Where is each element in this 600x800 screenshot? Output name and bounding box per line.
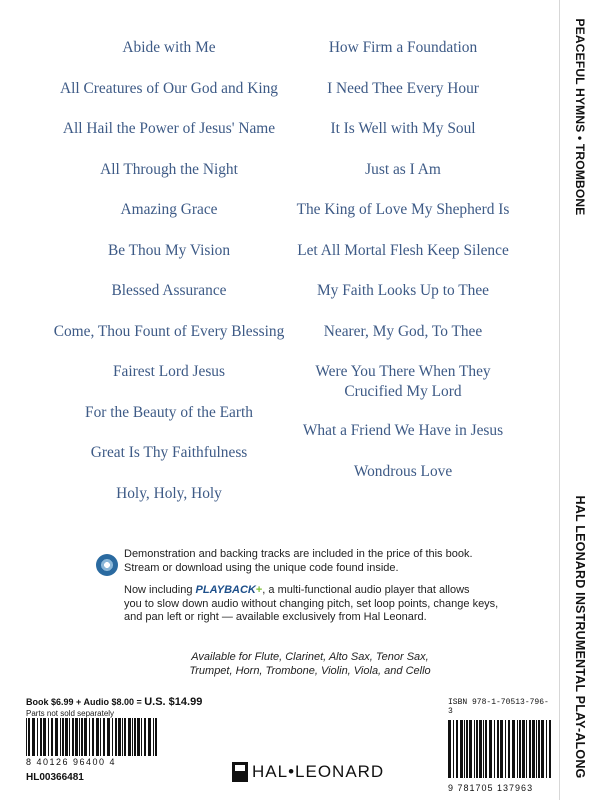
song-title: Be Thou My Vision xyxy=(107,241,231,259)
barcode-bar xyxy=(466,720,468,778)
barcode-bar xyxy=(519,720,521,778)
song-title: All Hail the Power of Jesus' Name xyxy=(62,120,276,137)
song-title: Great Is Thy Faithfulness xyxy=(90,444,248,461)
barcode-bar xyxy=(494,720,495,778)
upc-barcode xyxy=(26,718,158,756)
barcode-bar xyxy=(546,720,547,778)
upc-number: 8 40126 96400 4 xyxy=(26,757,117,767)
isbn-block xyxy=(448,698,553,793)
audio-disc-icon xyxy=(96,554,118,576)
song-title: All Through the Night xyxy=(100,160,238,178)
barcode-bar xyxy=(84,718,87,756)
barcode-bar xyxy=(532,720,535,778)
song-title: Fairest Lord Jesus xyxy=(113,363,225,380)
barcode-bar xyxy=(476,720,478,778)
barcode-bar xyxy=(32,718,35,756)
barcode-bar xyxy=(81,718,83,756)
barcode-bar xyxy=(479,720,482,778)
barcode-bar xyxy=(28,718,30,756)
song-title: Just as I Am xyxy=(365,160,441,178)
spine-series: HAL LEONARD INSTRUMENTAL PLAY-ALONG xyxy=(573,495,587,779)
barcode-bar xyxy=(128,718,131,756)
barcode-bar xyxy=(155,718,157,756)
price-box xyxy=(26,696,202,718)
isbn-number: 9 781705 137963 xyxy=(448,783,534,793)
barcode-bar xyxy=(522,720,525,778)
publisher-logo: HAL•LEONARD xyxy=(232,762,384,782)
barcode-bar xyxy=(122,718,123,756)
barcode-bar xyxy=(536,720,537,778)
barcode-bar xyxy=(103,718,105,756)
barcode-bar xyxy=(538,720,540,778)
barcode-bar xyxy=(489,720,492,778)
barcode-bar xyxy=(529,720,531,778)
barcode-bar xyxy=(115,718,117,756)
barcode-bar xyxy=(153,718,154,756)
song-title: Abide with Me xyxy=(122,39,216,56)
barcode-bar xyxy=(549,720,551,778)
barcode-bar xyxy=(517,720,518,778)
playback-logo: PLAYBACK xyxy=(195,584,256,596)
barcode-bar xyxy=(141,718,142,756)
barcode-bar xyxy=(51,718,53,756)
barcode-bar xyxy=(79,718,80,756)
barcode-bar xyxy=(541,720,544,778)
availability-note: Available for Flute, Clarinet, Alto Sax, Tenor Sax, Trumpet, Horn, Trombone, Violin, Viola, and Cello xyxy=(189,651,431,677)
song-title: Holy, Holy, Holy xyxy=(116,484,222,502)
barcode-bar xyxy=(474,720,475,778)
song-title: My Faith Looks Up to Thee xyxy=(317,282,489,299)
barcode-bar xyxy=(505,720,506,778)
isbn-label: ISBN 978-1-70513-796-3 xyxy=(448,698,549,716)
hal-leonard-logo-icon xyxy=(232,762,248,782)
barcode-bar xyxy=(469,720,472,778)
barcode-bar xyxy=(500,720,503,778)
barcode-bar xyxy=(526,720,527,778)
song-title: All Creatures of Our God and King xyxy=(60,79,278,97)
barcode-bar xyxy=(92,718,94,756)
barcode-bar xyxy=(134,718,136,756)
barcode-bar xyxy=(137,718,140,756)
barcode-bar xyxy=(40,718,42,756)
barcode-bar xyxy=(132,718,133,756)
isbn-barcode xyxy=(448,720,553,778)
barcode-bar xyxy=(48,718,49,756)
song-title: The King of Love My Shepherd Is xyxy=(296,201,510,218)
barcode-bar xyxy=(60,718,61,756)
barcode-bar xyxy=(112,718,113,756)
barcode-bar xyxy=(124,718,126,756)
barcode-bar xyxy=(497,720,499,778)
product-code: HL00366481 xyxy=(26,772,84,783)
barcode-bar xyxy=(37,718,38,756)
info-line-3: Now including PLAYBACK+, a multi-functional audio player that allows xyxy=(124,584,470,596)
info-line-2: Stream or download using the unique code found inside. xyxy=(124,561,399,574)
audio-info xyxy=(124,548,544,625)
info-line-5: and pan left or right — available exclusively from Hal Leonard. xyxy=(124,611,427,623)
barcode-bar xyxy=(26,718,27,756)
song-title: What a Friend We Have in Jesus xyxy=(302,422,504,439)
song-title: For the Beauty of the Earth xyxy=(85,403,253,421)
song-title: Nearer, My God, To Thee xyxy=(323,322,483,340)
song-list-right xyxy=(272,38,534,502)
barcode-bar xyxy=(55,718,58,756)
barcode-bar xyxy=(43,718,46,756)
song-title: Come, Thou Fount of Every Blessing xyxy=(53,322,285,340)
barcode-bar xyxy=(100,718,101,756)
barcode-bar xyxy=(508,720,510,778)
song-title: How Firm a Foundation xyxy=(328,39,478,56)
barcode-bar xyxy=(72,718,74,756)
song-list-left xyxy=(38,38,300,524)
barcode-bar xyxy=(483,720,484,778)
barcode-bar xyxy=(485,720,487,778)
barcode-bar xyxy=(69,718,70,756)
barcode-bar xyxy=(144,718,146,756)
song-title: It Is Well with My Soul xyxy=(330,120,476,137)
barcode-bar xyxy=(148,718,151,756)
song-title: Let All Mortal Flesh Keep Silence xyxy=(297,241,509,259)
song-title: Blessed Assurance xyxy=(111,282,227,299)
barcode-bar xyxy=(62,718,64,756)
barcode-bar xyxy=(96,718,99,756)
barcode-bar xyxy=(512,720,515,778)
barcode-bar xyxy=(460,720,463,778)
barcode-bar xyxy=(107,718,110,756)
barcode-bar xyxy=(89,718,90,756)
info-line-1: Demonstration and backing tracks are included in the price of this book. xyxy=(124,548,473,560)
barcode-bar xyxy=(456,720,458,778)
barcode-bar xyxy=(464,720,465,778)
barcode-bar xyxy=(75,718,78,756)
barcode-bar xyxy=(448,720,451,778)
song-title: Amazing Grace xyxy=(120,201,218,218)
song-title: Were You There When They Crucified My Lord xyxy=(315,363,491,400)
barcode-bar xyxy=(453,720,454,778)
barcode-bar xyxy=(118,718,121,756)
parts-note: Parts not sold separately xyxy=(26,709,115,718)
price-line: Book $6.99 + Audio $8.00 = U.S. $14.99 xyxy=(26,696,203,708)
barcode-bar xyxy=(65,718,68,756)
spine-title: PEACEFUL HYMNS • TROMBONE xyxy=(573,18,587,216)
book-spine xyxy=(559,0,600,800)
song-title: I Need Thee Every Hour xyxy=(327,79,479,97)
song-title: Wondrous Love xyxy=(353,462,453,480)
info-line-4: you to slow down audio without changing pitch, set loop points, change keys, xyxy=(124,597,499,610)
